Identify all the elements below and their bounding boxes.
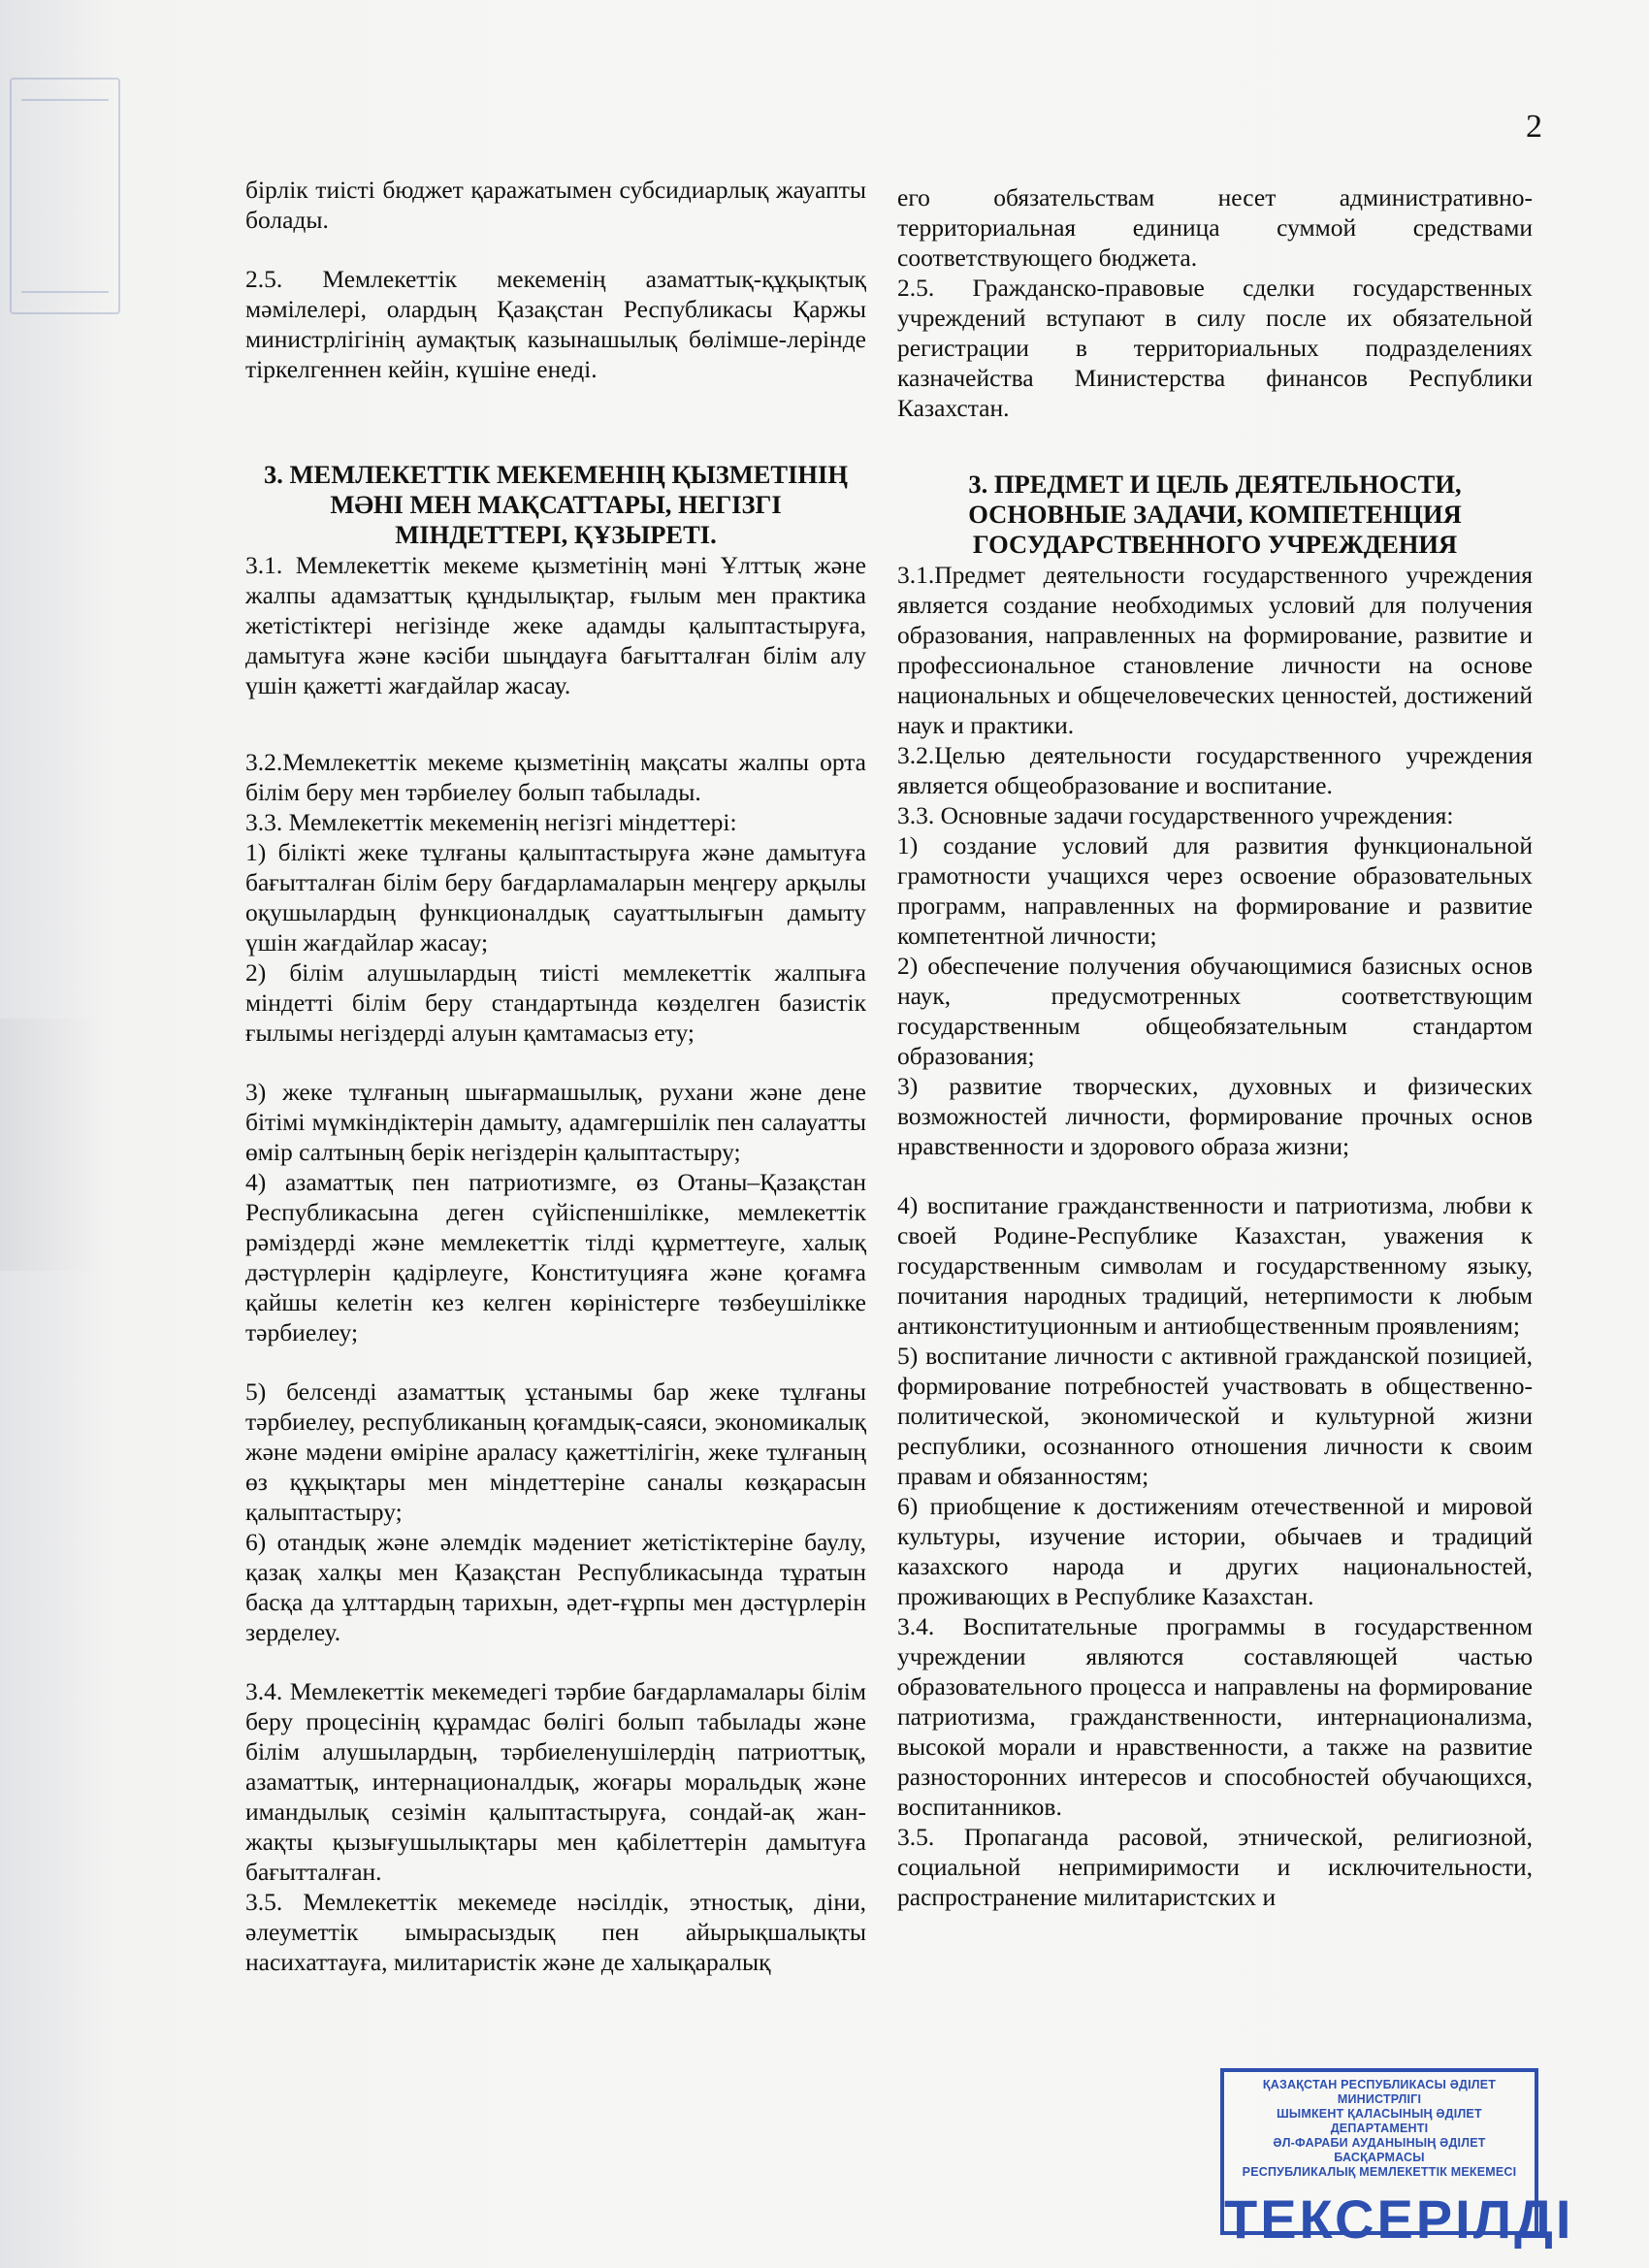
left-column-kazakh bbox=[245, 175, 866, 1977]
left-paragraph: 6) отандық және әлемдік мәдениет жетістіктеріне баулу, қазақ халқы мен Қазақстан Республикасында тұратын басқа да ұлттардың тарихын, әдет-ғұрпы мен дәстүрлерін зерделеу. bbox=[245, 1528, 866, 1646]
right-paragraph: 3.4. Воспитательные программы в государственном учреждении являются составляющей частью образовательного процесса и направлены на формирование патриотизма, гражданственности, интернационализма, высокой морали и нравственности, а также на развитие разносторонних интересов и способностей обучающихся, воспитанников. bbox=[897, 1612, 1533, 1821]
stamp-verified-text: ТЕКСЕРІЛДІ bbox=[1224, 2188, 1574, 2250]
left-paragraph: 2) білім алушылардың тиісті мемлекеттік жалпыға міндетті білім беру стандартында көзделген базистік ғылымы негіздерді алуын қамтамасыз ету; bbox=[245, 958, 866, 1047]
right-paragraph: 3.2.Целью деятельности государственного учреждения является общеобразование и воспитание. bbox=[897, 741, 1533, 799]
left-paragraph: 3) жеке тұлғаның шығармашылық, рухани және дене бітімі мүмкіндіктерін дамыту, адамгершілік пен салауатты өмір салтының берік негіздерін қалыптастыру; bbox=[245, 1078, 866, 1166]
right-paragraph: 3.1.Предмет деятельности государственного учреждения является создание необходимых условий для получения образования, направленных на формирование, развитие и профессиональное становление личности на основе национальных и общечеловеческих ценностей, достижений наук и практики. bbox=[897, 561, 1533, 739]
left-paragraph: 2.5. Мемлекеттік мекеменің азаматтық-құқықтық мәмілелері, олардың Қазақстан Республикасы Қаржы министрлігінің аумақтық казынашылық бөлімше-лерінде тіркелгеннен кейін, күшіне енеді. bbox=[245, 265, 866, 383]
verification-stamp bbox=[1220, 2068, 1574, 2250]
left-paragraph: 3.2.Мемлекеттік мекеме қызметінің мақсаты жалпы орта білім беру мен тәрбиелеу болып табылады. bbox=[245, 748, 866, 806]
left-section-heading: 3. МЕМЛЕКЕТТІК МЕКЕМЕНІҢ ҚЫЗМЕТІНІҢ МӘНІ МЕН МАҚСАТТАРЫ, НЕГІЗГІ МІНДЕТТЕРІ, ҚҰЗЫРЕТІ. bbox=[264, 460, 848, 549]
page-number: 2 bbox=[1526, 109, 1542, 145]
right-paragraph: 3.3. Основные задачи государственного учреждения: bbox=[897, 801, 1454, 829]
page-fold-shadow bbox=[0, 1019, 92, 1271]
left-paragraph: 3.1. Мемлекеттік мекеме қызметінің мәні Ұлттық және жалпы адамзаттық құндылықтар, ғылым мен практика жетістіктері негізінде жеке адамды қалыптастыруға, дамытуға және кәсіби шыңдауға бағытталған білім алу үшін қажетті жағдайлар жасау. bbox=[245, 551, 866, 699]
right-paragraph: 6) приобщение к достижениям отечественной и мировой культуры, изучение истории, обычаев и традиций казахского народа и других национальностей, проживающих в Республике Казахстан. bbox=[897, 1492, 1533, 1610]
right-paragraph: 3) развитие творческих, духовных и физических возможностей личности, формирование прочных основ нравственности и здорового образа жизни; bbox=[897, 1072, 1533, 1160]
right-section-heading: 3. ПРЕДМЕТ И ЦЕЛЬ ДЕЯТЕЛЬНОСТИ, ОСНОВНЫЕ ЗАДАЧИ, КОМПЕТЕНЦИЯ ГОСУДАРСТВЕННОГО УЧРЕЖДЕНИЯ bbox=[968, 470, 1462, 559]
left-paragraph: 3.3. Мемлекеттік мекеменің негізгі міндеттері: bbox=[245, 808, 737, 836]
left-paragraph: 1) білікті жеке тұлғаны қалыптастыруға және дамытуға бағытталған білім беру бағдарламаларын меңгеру арқылы оқушылардың функционалдық сауаттылығын дамыту үшін жағдайлар жасау; bbox=[245, 838, 866, 956]
stamp-line: ӘЛ-ФАРАБИ АУДАНЫНЫҢ ӘДІЛЕТ БАСҚАРМАСЫ bbox=[1273, 2136, 1486, 2164]
right-column-russian bbox=[897, 182, 1533, 1912]
right-paragraph: его обязательствам несет административно-территориальная единица суммой средствами соответствующего бюджета. bbox=[897, 183, 1533, 272]
left-paragraph: бірлік тиісті бюджет қаражатымен субсидиарлық жауапты болады. bbox=[245, 176, 866, 234]
right-paragraph: 2) обеспечение получения обучающимися базисных основ наук, предусмотренных соответствующим государственным общеобязательным стандартом образования; bbox=[897, 952, 1533, 1070]
right-paragraph: 5) воспитание личности с активной гражданской позицией, формирование потребностей участвовать в общественно-политической, экономической и культурной жизни республики, осознанного отношения личности к своим правам и обязанностям; bbox=[897, 1342, 1533, 1490]
stamp-line: РЕСПУБЛИКАЛЫҚ МЕМЛЕКЕТТІК МЕКЕМЕСІ bbox=[1242, 2165, 1517, 2179]
left-paragraph: 5) белсенді азаматтық ұстанымы бар жеке тұлғаны тәрбиелеу, республиканың қоғамдық-саяси, экономикалық және мәдени өміріне араласу қажеттілігін, жеке тұлғаның өз құқықтары мен міндеттеріне саналы көзқарасын қалыптастыру; bbox=[245, 1377, 866, 1526]
right-paragraph: 2.5. Гражданско-правовые сделки государственных учреждений вступают в силу после их обязательной регистрации в территориальных подразделениях казначейства Министерства финансов Республики Казахстан. bbox=[897, 274, 1533, 422]
right-paragraph: 4) воспитание гражданственности и патриотизма, любви к своей Родине-Республике Казахстан, уважения к государственным символам и государственному языку, почитания народных традиций, нетерпимости к любым антиконституционным и антиобщественным проявлениям; bbox=[897, 1191, 1533, 1340]
left-paragraph: 3.4. Мемлекеттік мекемедегі тәрбие бағдарламалары білім беру процесінің құрамдас бөлігі болып табылады және білім алушылардың, тәрбиеленушілердің патриоттық, азаматтық, интернационалдық, жоғары моральдық және имандылық сезімін қалыптастыруға, сондай-ақ жан-жақты қызығушылықтары мен қабілеттерін дамытуға бағытталған. bbox=[245, 1677, 866, 1886]
right-paragraph: 1) создание условий для развития функциональной грамотности учащихся через освоение образовательных программ, направленных на формирование и развитие компетентной личности; bbox=[897, 831, 1533, 950]
left-paragraph: 4) азаматтық пен патриотизмге, өз Отаны–Қазақстан Республикасына деген сүйіспеншілікке, мемлекеттік рәміздерді және мемлекеттік тілді құрметтеуге, халық дәстүрлерін қадірлеуге, Конституцияға және қоғамға қайшы келетін кез келген көріністерге төзбеушілікке тәрбиелеу; bbox=[245, 1168, 866, 1346]
left-paragraph: 3.5. Мемлекеттік мекемеде нәсілдік, этностық, діни, әлеуметтік ымырасыздық пен айырықшалықты насихаттауға, милитаристік және де халықаралық bbox=[245, 1888, 866, 1976]
stamp-line: ҚАЗАҚСТАН РЕСПУБЛИКАСЫ ӘДІЛЕТ МИНИСТРЛІГІ bbox=[1262, 2078, 1497, 2106]
right-paragraph: 3.5. Пропаганда расовой, этнической, религиозной, социальной непримиримости и исключительности, распространение милитаристских и bbox=[897, 1823, 1533, 1911]
stamp-line: ШЫМКЕНТ ҚАЛАСЫНЫҢ ӘДІЛЕТ ДЕПАРТАМЕНТІ bbox=[1277, 2107, 1482, 2135]
edge-stamp-fragment bbox=[10, 78, 120, 314]
